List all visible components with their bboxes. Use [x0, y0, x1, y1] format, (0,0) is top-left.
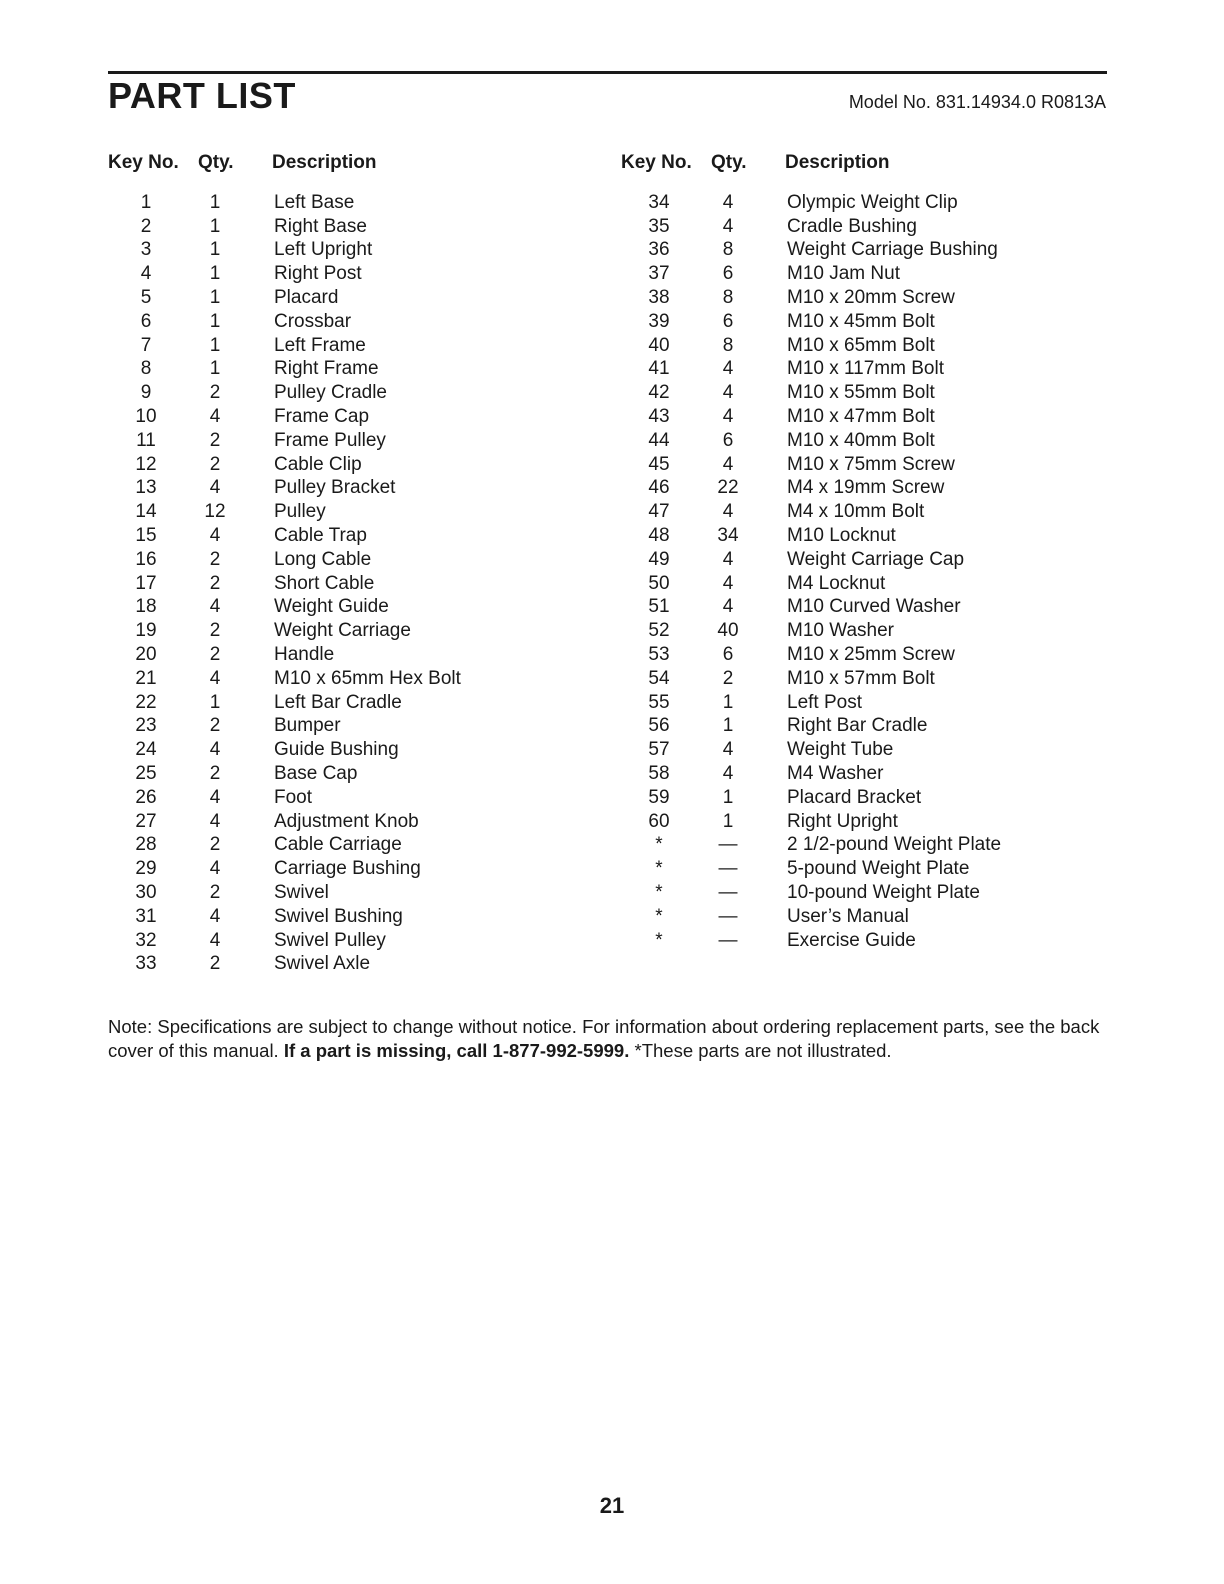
page-number: 21 — [599, 1493, 625, 1518]
table-row — [621, 762, 1001, 786]
part-key-number: 22 — [135, 691, 157, 713]
part-quantity: 2 — [209, 953, 221, 975]
part-description: Swivel Axle — [274, 953, 371, 975]
part-description: M4 x 10mm Bolt — [787, 501, 925, 523]
table-row — [621, 667, 1001, 691]
table-row — [108, 215, 461, 239]
table-row — [621, 239, 1001, 263]
part-quantity: 12 — [204, 501, 226, 523]
part-description: Placard — [274, 287, 339, 309]
table-row — [108, 358, 461, 382]
part-description: Cradle Bushing — [787, 215, 917, 237]
part-key-number: 29 — [135, 858, 157, 880]
part-description: Placard Bracket — [787, 786, 922, 808]
table-row — [108, 500, 461, 524]
table-row — [621, 262, 1001, 286]
part-description: Short Cable — [274, 572, 375, 594]
table-row — [108, 310, 461, 334]
part-key-number: 1 — [140, 191, 152, 213]
part-description: Guide Bushing — [274, 739, 399, 761]
part-key-number: 13 — [135, 477, 157, 499]
table-row — [621, 596, 1001, 620]
part-key-number: 45 — [648, 453, 670, 475]
part-quantity: 4 — [722, 215, 734, 237]
note-text: Note: Specifications are subject to change without notice. For information about ordering replacement parts, see the back cover of this manual. — [108, 1015, 1100, 1061]
part-description: M4 x 19mm Screw — [787, 477, 945, 499]
part-quantity: — — [718, 905, 738, 927]
table-row — [621, 405, 1001, 429]
part-description: M10 x 65mm Bolt — [787, 334, 935, 356]
part-key-number: 49 — [648, 548, 670, 570]
part-description: Left Frame — [274, 334, 366, 356]
table-row — [108, 810, 461, 834]
part-description: Weight Carriage Cap — [787, 548, 965, 570]
table-row — [108, 619, 461, 643]
table-body — [108, 191, 461, 976]
part-description: Olympic Weight Clip — [787, 191, 958, 213]
table-row — [108, 834, 461, 858]
part-description: Left Bar Cradle — [274, 691, 402, 713]
table-row — [621, 786, 1001, 810]
part-description: Swivel Bushing — [274, 905, 403, 927]
part-key-number: 16 — [135, 548, 157, 570]
part-key-number: 57 — [648, 739, 670, 761]
part-quantity: 2 — [209, 382, 221, 404]
table-row — [108, 667, 461, 691]
table-row — [621, 381, 1001, 405]
part-key-number: * — [655, 882, 663, 903]
table-row — [108, 191, 461, 215]
table-row — [108, 786, 461, 810]
part-key-number: 27 — [135, 810, 157, 832]
part-quantity: 4 — [722, 358, 734, 380]
part-key-number: 14 — [135, 501, 157, 523]
part-key-number: 25 — [135, 763, 157, 785]
part-quantity: 6 — [722, 644, 734, 666]
part-description: M10 x 65mm Hex Bolt — [274, 667, 461, 689]
part-key-number: 21 — [135, 667, 157, 689]
table-row — [621, 524, 1001, 548]
part-description: M10 x 117mm Bolt — [787, 358, 944, 380]
part-key-number: 7 — [140, 334, 152, 356]
part-quantity: 4 — [722, 453, 734, 475]
part-description: Swivel Pulley — [274, 929, 386, 951]
part-quantity: 1 — [722, 691, 734, 713]
part-quantity: 1 — [209, 215, 221, 237]
part-description: Left Upright — [274, 239, 373, 261]
table-row — [621, 477, 1001, 501]
part-key-number: 39 — [648, 310, 670, 332]
part-description: Frame Cap — [274, 406, 370, 428]
table-row — [108, 453, 461, 477]
note-missing-part-callout: If a part is missing, call 1-877-992-5999. — [283, 1039, 630, 1061]
part-quantity: 2 — [209, 644, 221, 666]
column-header-description: Description — [785, 152, 890, 173]
column-header-description: Description — [272, 152, 377, 173]
part-key-number: 58 — [648, 763, 670, 785]
part-key-number: 55 — [648, 691, 670, 713]
part-quantity: 4 — [209, 786, 221, 808]
part-quantity: 4 — [209, 406, 221, 428]
part-quantity: 1 — [209, 691, 221, 713]
part-key-number: 26 — [135, 786, 157, 808]
note-footnote: *These parts are not illustrated. — [629, 1039, 892, 1061]
part-quantity: 1 — [209, 191, 221, 213]
part-key-number: 19 — [135, 620, 157, 642]
table-row — [621, 215, 1001, 239]
part-key-number: 4 — [140, 263, 152, 285]
table-row — [621, 881, 1001, 905]
part-quantity: 4 — [209, 525, 221, 547]
column-header-qty: Qty. — [198, 152, 234, 173]
part-quantity: 4 — [722, 548, 734, 570]
part-description: Right Bar Cradle — [787, 715, 928, 737]
table-row — [621, 834, 1001, 858]
table-row — [108, 953, 461, 977]
part-quantity: 4 — [209, 858, 221, 880]
part-description: Exercise Guide — [787, 929, 916, 951]
part-description: Weight Carriage — [274, 620, 411, 642]
part-quantity: 8 — [722, 334, 734, 356]
part-quantity: — — [718, 929, 738, 951]
column-header-key: Key No. — [621, 152, 692, 173]
part-description: M10 x 25mm Screw — [787, 644, 955, 666]
part-description: M10 x 40mm Bolt — [787, 429, 935, 451]
part-key-number: 48 — [648, 525, 670, 547]
table-row — [108, 691, 461, 715]
table-row — [108, 548, 461, 572]
part-key-number: 47 — [648, 501, 670, 523]
part-description: Swivel — [274, 882, 329, 903]
part-description: 10-pound Weight Plate — [787, 882, 980, 903]
part-description: M10 Washer — [787, 620, 894, 642]
part-description: 2 1/2-pound Weight Plate — [787, 834, 1002, 856]
table-row — [621, 619, 1001, 643]
part-key-number: 30 — [135, 882, 157, 903]
part-quantity: 4 — [722, 596, 734, 618]
part-description: 5-pound Weight Plate — [787, 858, 970, 880]
part-quantity: 6 — [722, 429, 734, 451]
part-description: Frame Pulley — [274, 429, 386, 451]
table-row — [621, 358, 1001, 382]
part-key-number: 20 — [135, 644, 157, 666]
part-key-number: * — [655, 905, 663, 927]
part-quantity: 1 — [722, 715, 734, 737]
part-quantity: 4 — [722, 382, 734, 404]
part-description: Cable Trap — [274, 525, 367, 547]
table-row — [108, 905, 461, 929]
table-row — [621, 310, 1001, 334]
table-row — [108, 857, 461, 881]
part-description: Long Cable — [274, 548, 372, 570]
part-description: Bumper — [274, 715, 341, 737]
part-description: M10 x 75mm Screw — [787, 453, 955, 475]
part-key-number: 18 — [135, 596, 157, 618]
table-row — [621, 286, 1001, 310]
part-description: Foot — [274, 786, 313, 808]
part-quantity: 1 — [722, 786, 734, 808]
part-quantity: 4 — [722, 501, 734, 523]
part-key-number: 35 — [648, 215, 670, 237]
part-description: Left Post — [787, 691, 862, 713]
part-description: Right Upright — [787, 810, 898, 832]
part-key-number: 33 — [135, 953, 157, 975]
table-row — [108, 286, 461, 310]
part-key-number: 37 — [648, 263, 670, 285]
column-header-qty: Qty. — [711, 152, 747, 173]
part-key-number: 10 — [135, 406, 157, 428]
part-description: M4 Washer — [787, 763, 884, 785]
table-row — [621, 810, 1001, 834]
table-row — [621, 572, 1001, 596]
part-description: M10 x 47mm Bolt — [787, 406, 935, 428]
part-description: Cable Carriage — [274, 834, 402, 856]
part-quantity: 34 — [717, 525, 739, 547]
part-description: M10 Curved Washer — [787, 596, 961, 618]
part-description: Pulley Bracket — [274, 477, 396, 499]
part-quantity: 4 — [209, 810, 221, 832]
part-description: M10 Locknut — [787, 525, 896, 547]
part-key-number: 38 — [648, 287, 670, 309]
part-description: User’s Manual — [787, 905, 909, 927]
table-row — [621, 738, 1001, 762]
part-quantity: 2 — [209, 453, 221, 475]
table-row — [108, 477, 461, 501]
part-description: M4 Locknut — [787, 572, 886, 594]
part-quantity: 2 — [209, 548, 221, 570]
part-key-number: 28 — [135, 834, 157, 856]
parts-table-left — [108, 148, 461, 976]
part-key-number: 51 — [648, 596, 670, 618]
part-quantity: 8 — [722, 239, 734, 261]
part-description: Right Base — [274, 215, 367, 237]
part-quantity: 2 — [209, 763, 221, 785]
part-key-number: * — [655, 929, 663, 951]
top-rule — [108, 71, 1107, 74]
table-header — [621, 148, 1001, 178]
part-description: Crossbar — [274, 310, 352, 332]
part-quantity: 4 — [209, 929, 221, 951]
table-row — [621, 715, 1001, 739]
table-row — [108, 643, 461, 667]
part-quantity: 4 — [209, 739, 221, 761]
part-key-number: 40 — [648, 334, 670, 356]
table-row — [108, 381, 461, 405]
part-quantity: 1 — [209, 334, 221, 356]
part-key-number: 8 — [140, 358, 152, 380]
table-row — [108, 524, 461, 548]
part-key-number: 42 — [648, 382, 670, 404]
part-key-number: 23 — [135, 715, 157, 737]
part-description: M10 x 45mm Bolt — [787, 310, 935, 332]
part-key-number: 50 — [648, 572, 670, 594]
part-description: Left Base — [274, 191, 355, 213]
part-quantity: 4 — [209, 477, 221, 499]
column-header-key: Key No. — [108, 152, 179, 173]
part-key-number: 46 — [648, 477, 670, 499]
table-row — [108, 929, 461, 953]
table-row — [621, 429, 1001, 453]
part-quantity: 1 — [722, 810, 734, 832]
part-quantity: 2 — [209, 882, 221, 903]
part-description: Cable Clip — [274, 453, 362, 475]
table-row — [108, 334, 461, 358]
table-row — [108, 881, 461, 905]
part-description: Carriage Bushing — [274, 858, 421, 880]
part-quantity: 4 — [722, 572, 734, 594]
table-row — [621, 691, 1001, 715]
table-row — [108, 762, 461, 786]
part-quantity: 4 — [722, 191, 734, 213]
part-description: M10 x 55mm Bolt — [787, 382, 935, 404]
part-key-number: * — [655, 858, 663, 880]
part-quantity: — — [718, 834, 738, 856]
part-description: M10 x 57mm Bolt — [787, 667, 935, 689]
part-quantity: 2 — [209, 620, 221, 642]
part-quantity: 2 — [209, 429, 221, 451]
part-quantity: 1 — [209, 263, 221, 285]
table-row — [621, 905, 1001, 929]
part-key-number: 24 — [135, 739, 157, 761]
part-quantity: 6 — [722, 310, 734, 332]
part-description: Right Post — [274, 263, 362, 285]
page-title: PART LIST — [108, 75, 296, 116]
part-key-number: 6 — [140, 310, 152, 332]
part-quantity: 8 — [722, 287, 734, 309]
table-row — [108, 429, 461, 453]
part-quantity: 4 — [722, 406, 734, 428]
note — [108, 1015, 1108, 1063]
part-quantity: 4 — [722, 763, 734, 785]
part-description: Pulley — [274, 501, 326, 523]
part-description: Weight Guide — [274, 596, 389, 618]
part-description: Right Frame — [274, 358, 379, 380]
part-description: Adjustment Knob — [274, 810, 419, 832]
part-key-number: 59 — [648, 786, 670, 808]
part-key-number: 36 — [648, 239, 670, 261]
part-quantity: 6 — [722, 263, 734, 285]
table-row — [621, 191, 1001, 215]
table-row — [621, 857, 1001, 881]
part-key-number: 60 — [648, 810, 670, 832]
part-quantity: 4 — [722, 739, 734, 761]
table-row — [108, 239, 461, 263]
table-body — [621, 191, 1001, 953]
part-key-number: 56 — [648, 715, 670, 737]
table-header — [108, 148, 461, 178]
part-description: Weight Carriage Bushing — [787, 239, 998, 261]
part-key-number: 2 — [140, 215, 152, 237]
table-row — [108, 405, 461, 429]
part-key-number: 32 — [135, 929, 157, 951]
part-key-number: 54 — [648, 667, 670, 689]
part-key-number: 12 — [135, 453, 157, 475]
table-row — [621, 500, 1001, 524]
part-key-number: 53 — [648, 644, 670, 666]
part-quantity: 1 — [209, 358, 221, 380]
part-quantity: 40 — [717, 620, 739, 642]
table-row — [621, 334, 1001, 358]
part-description: M10 x 20mm Screw — [787, 287, 955, 309]
part-key-number: 52 — [648, 620, 670, 642]
part-key-number: 41 — [648, 358, 670, 380]
part-quantity: 2 — [209, 572, 221, 594]
part-key-number: * — [655, 834, 663, 856]
part-quantity: 1 — [209, 287, 221, 309]
part-quantity: — — [718, 858, 738, 880]
table-row — [108, 572, 461, 596]
part-quantity: 1 — [209, 239, 221, 261]
table-row — [108, 596, 461, 620]
part-quantity: 4 — [209, 905, 221, 927]
part-quantity: 2 — [209, 715, 221, 737]
table-row — [621, 548, 1001, 572]
part-key-number: 9 — [140, 382, 152, 404]
part-key-number: 5 — [140, 287, 152, 309]
part-description: Base Cap — [274, 763, 358, 785]
part-key-number: 44 — [648, 429, 670, 451]
parts-table-right — [621, 148, 1001, 953]
part-key-number: 15 — [135, 525, 157, 547]
table-row — [621, 453, 1001, 477]
table-row — [621, 643, 1001, 667]
part-quantity: 22 — [717, 477, 739, 499]
part-key-number: 17 — [135, 572, 157, 594]
part-quantity: 4 — [209, 596, 221, 618]
model-number: Model No. 831.14934.0 R0813A — [848, 92, 1106, 112]
table-row — [621, 929, 1001, 953]
part-quantity: 2 — [209, 834, 221, 856]
part-key-number: 34 — [648, 191, 670, 213]
part-key-number: 31 — [135, 905, 157, 927]
part-quantity: — — [718, 882, 738, 903]
part-key-number: 3 — [140, 239, 152, 261]
table-row — [108, 262, 461, 286]
part-quantity: 4 — [209, 667, 221, 689]
part-description: Weight Tube — [787, 739, 894, 761]
table-row — [108, 738, 461, 762]
part-quantity: 1 — [209, 310, 221, 332]
part-key-number: 43 — [648, 406, 670, 428]
part-description: Handle — [274, 644, 335, 666]
table-row — [108, 715, 461, 739]
part-description: Pulley Cradle — [274, 382, 387, 404]
part-quantity: 2 — [722, 667, 734, 689]
part-key-number: 11 — [136, 429, 156, 451]
part-description: M10 Jam Nut — [787, 263, 900, 285]
